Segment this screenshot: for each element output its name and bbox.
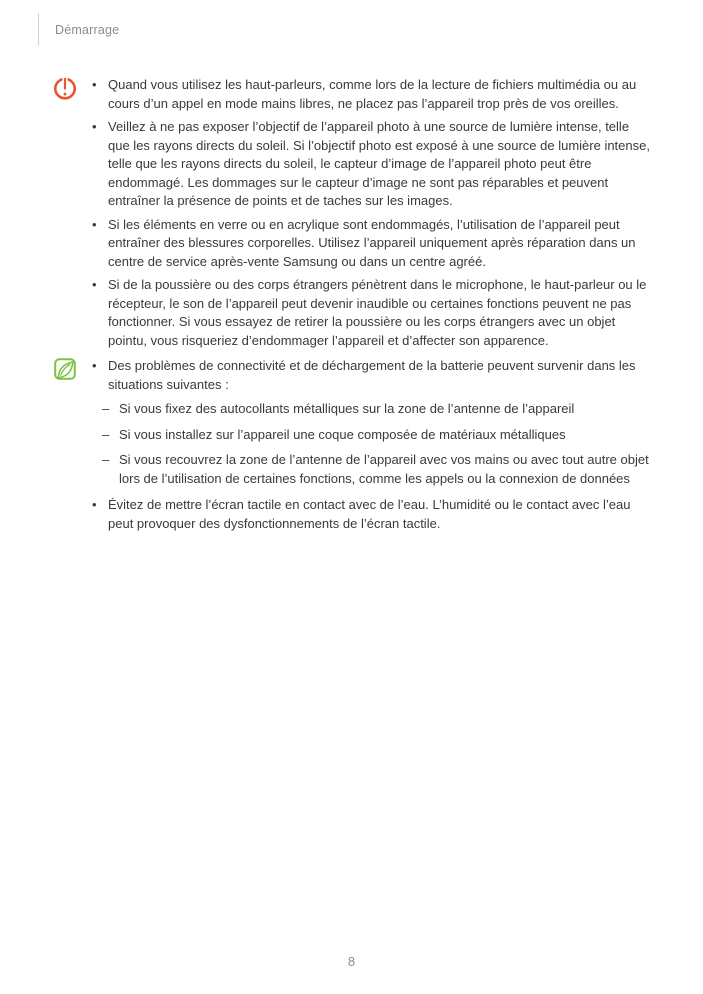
list-item-text: Si de la poussière ou des corps étrangers pénètrent dans le microphone, le haut-parleur ou le récepteur, le son de l’appareil peut devenir inaudible ou certaines fonctions peuvent ne pas fonctionner. Si vous essayez de retirer la poussière ou les corps étrangers avec un objet pointu, vous risqueriez d’endommager l’appareil et d’affecter son apparence. [108, 277, 647, 348]
list-item-text: Veillez à ne pas exposer l’objectif de l’appareil photo à une source de lumière intense, telle que les rayons directs du soleil. Si l’objectif photo est exposé à une source de lumière intense, telle que les rayons directs du soleil, le capteur d’image de l’appareil photo peut être endommagé. Les dommages sur le capteur d’image ne sont pas réparables et peuvent entraîner la présence de points et de taches sur les images. [108, 119, 650, 208]
sub-list-item [102, 400, 654, 419]
list-item [92, 496, 654, 533]
page-section-title: Démarrage [55, 22, 120, 37]
sub-list-item [102, 426, 654, 445]
list-item-text: Si les éléments en verre ou en acrylique sont endommagés, l’utilisation de l’appareil peut entraîner des blessures corporelles. Utilisez l’appareil uniquement après réparation dans un centre de service après-vente Samsung ou dans un centre agréé. [108, 216, 636, 269]
bullet-marker: • [92, 497, 97, 512]
list-item [92, 76, 654, 113]
list-item [92, 357, 654, 394]
dash-marker: – [102, 401, 110, 416]
bullet-marker: • [92, 216, 97, 232]
note-icon [53, 357, 92, 538]
content [53, 76, 654, 540]
bullet-list [92, 76, 654, 355]
bullet-marker: • [92, 77, 97, 92]
bullet-marker: • [92, 119, 97, 134]
notice-section [53, 357, 654, 538]
list-item-text: Évitez de mettre l’écran tactile en contact avec de l’eau. L’humidité ou le contact avec l’eau peut provoquer des dysfonctionnements de l’écran tactile. [108, 497, 631, 531]
warning-icon [53, 76, 92, 355]
bullet-marker: • [92, 358, 97, 373]
sub-list-item [102, 451, 654, 488]
list-item-text: Des problèmes de connectivité et de déchargement de la batterie peuvent survenir dans les situations suivantes : [108, 358, 636, 392]
dash-marker: – [102, 452, 110, 467]
sub-item-text: Si vous fixez des autocollants métalliques sur la zone de l’antenne de l’appareil [119, 401, 575, 416]
dash-marker: – [102, 426, 110, 442]
page-number: 8 [347, 954, 356, 969]
list-item [92, 118, 654, 211]
sub-list [102, 400, 654, 488]
list-item [92, 276, 654, 350]
list-item-text: Quand vous utilisez les haut-parleurs, comme lors de la lecture de fichiers multimédia ou au cours d’un appel en mode mains libres, ne placez pas l’appareil trop près de vos oreilles. [108, 77, 637, 111]
breadcrumb [38, 13, 119, 46]
sub-item-text: Si vous installez sur l’appareil une coque composée de matériaux métalliques [119, 426, 566, 442]
bullet-marker: • [92, 277, 97, 292]
bullet-list [92, 357, 654, 538]
page-footer [0, 954, 703, 969]
list-item [92, 216, 654, 272]
sub-item-text: Si vous recouvrez la zone de l’antenne de l’appareil avec vos mains ou avec tout autre objet lors de l’utilisation de certaines fonctions, comme les appels ou la connexion de données [119, 452, 649, 486]
notice-section [53, 76, 654, 355]
